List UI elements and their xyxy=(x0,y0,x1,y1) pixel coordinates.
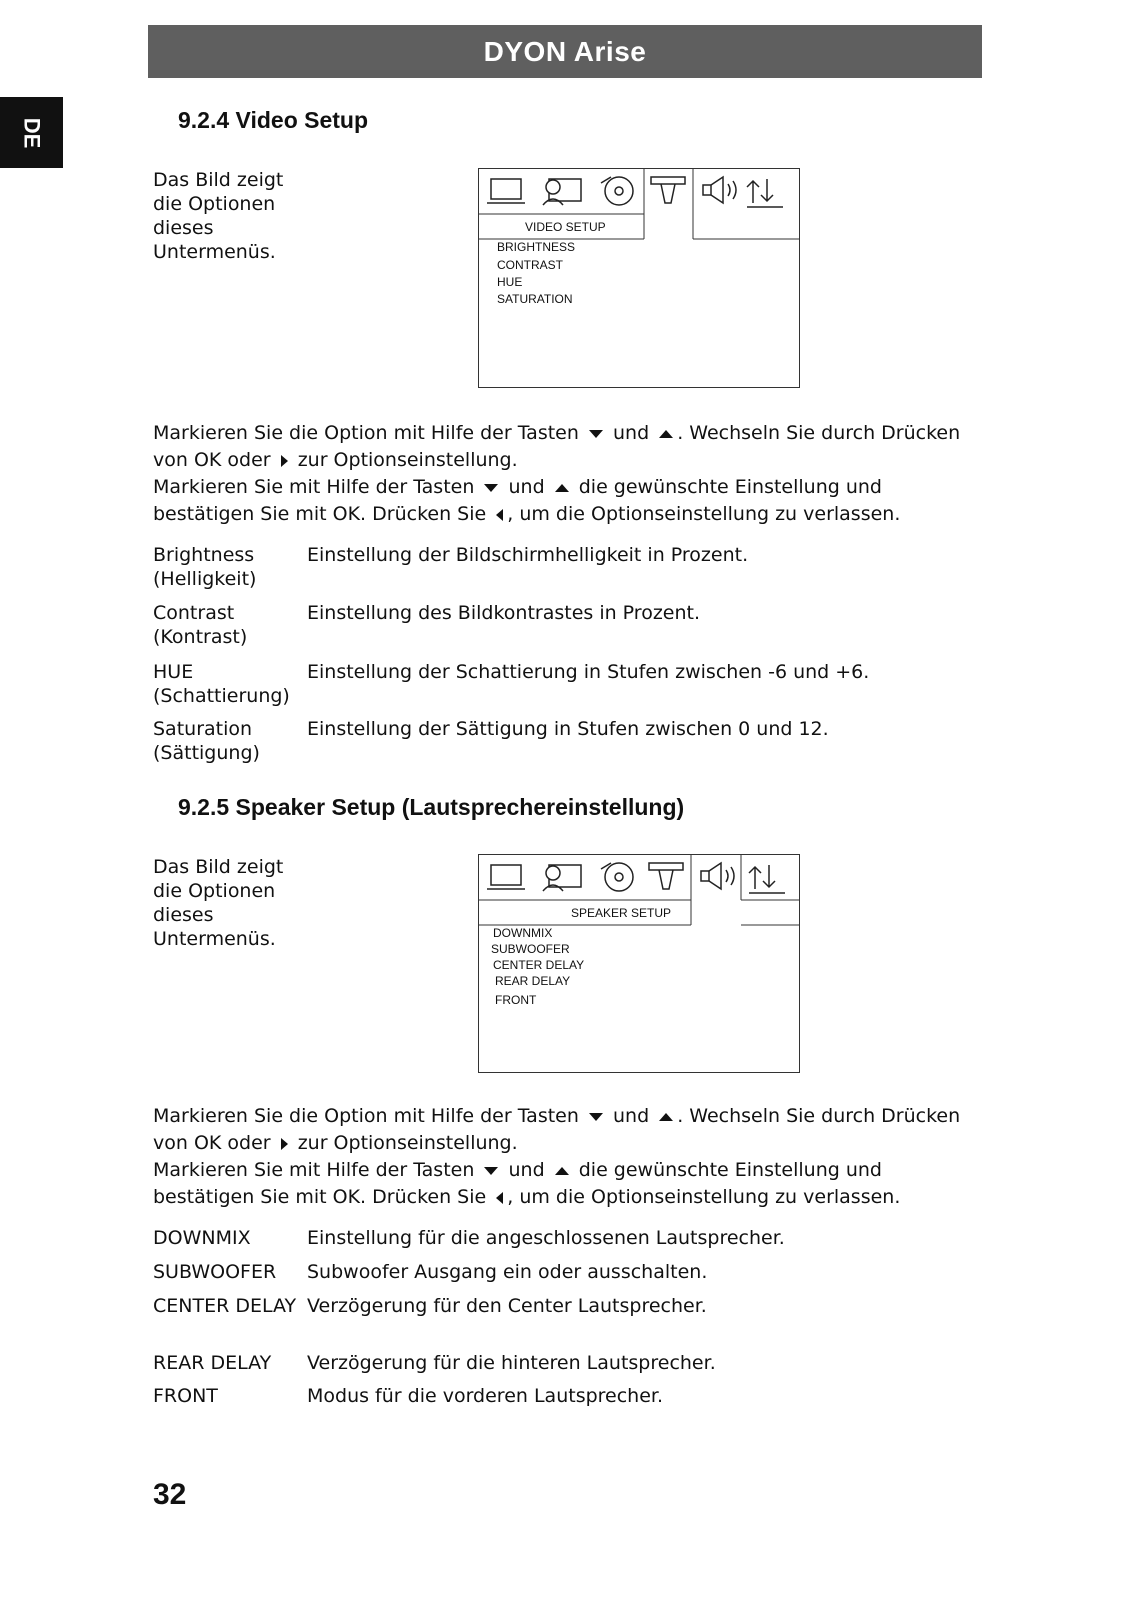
instruction-text: die gewünschte Einstellung und xyxy=(578,1159,882,1181)
instruction-text: bestätigen Sie mit OK. Drücken Sie xyxy=(153,1186,487,1208)
definition-desc: Einstellung der Bildschirmhelligkeit in Prozent. xyxy=(307,544,749,566)
page-number: 32 xyxy=(153,1478,187,1511)
arrow-up-icon xyxy=(555,1167,569,1175)
definition-term: SUBWOOFER xyxy=(153,1261,277,1283)
instruction-text: Markieren Sie mit Hilfe der Tasten xyxy=(153,1159,475,1181)
arrow-left-icon xyxy=(496,1192,503,1204)
exit-arrows-icon xyxy=(747,179,783,207)
definition-desc: Modus für die vorderen Lautsprecher. xyxy=(307,1385,664,1407)
instruction-text: und xyxy=(508,1159,545,1181)
definition-row xyxy=(153,1226,983,1252)
definition-desc: Verzögerung für die hinteren Lautsprecher. xyxy=(307,1352,716,1374)
instruction-text: von OK oder xyxy=(153,1132,271,1154)
menu-item: SATURATION xyxy=(497,292,573,306)
menu-item: HUE xyxy=(497,275,523,289)
definition-term: Brightness (Helligkeit) xyxy=(153,544,257,590)
definition-term: REAR DELAY xyxy=(153,1352,272,1374)
speaker-setup-menu-figure xyxy=(479,855,799,1072)
definition-row xyxy=(153,660,983,708)
speaker-instructions xyxy=(153,1103,983,1211)
instruction-text: und xyxy=(613,422,650,444)
arrow-down-icon xyxy=(589,430,603,438)
menu-title: SPEAKER SETUP xyxy=(571,906,672,920)
language-tab xyxy=(0,97,63,168)
language-label: DE xyxy=(19,117,45,148)
instruction-text: Markieren Sie die Option mit Hilfe der Tasten xyxy=(153,422,579,444)
instruction-text: . Wechseln Sie durch Drücken xyxy=(677,422,961,444)
instruction-text: . Wechseln Sie durch Drücken xyxy=(677,1105,961,1127)
definition-term: Contrast (Kontrast) xyxy=(153,602,248,648)
arrow-left-icon xyxy=(496,509,503,521)
menu-item: REAR DELAY xyxy=(495,974,571,988)
arrow-up-icon xyxy=(555,484,569,492)
definition-desc: Einstellung für die angeschlossenen Lautsprecher. xyxy=(307,1227,785,1249)
arrow-up-icon xyxy=(659,1113,673,1121)
definition-term: FRONT xyxy=(153,1385,218,1407)
instruction-text: zur Optionseinstellung. xyxy=(297,1132,518,1154)
caption-line: dieses xyxy=(153,217,214,239)
instruction-text: Markieren Sie mit Hilfe der Tasten xyxy=(153,476,475,498)
definition-row xyxy=(153,1384,983,1410)
disc-icon xyxy=(601,863,633,891)
instruction-text: und xyxy=(508,476,545,498)
instruction-text: und xyxy=(613,1105,650,1127)
definition-term: CENTER DELAY xyxy=(153,1295,297,1317)
arrow-right-icon xyxy=(281,455,288,467)
speaker-setup-caption xyxy=(153,855,303,951)
arrow-up-icon xyxy=(659,430,673,438)
person-screen-icon xyxy=(543,865,581,891)
definition-term: HUE (Schattierung) xyxy=(153,661,290,707)
instruction-text: , um die Optionseinstellung zu verlassen. xyxy=(507,1186,901,1208)
arrow-down-icon xyxy=(589,1113,603,1121)
monitor-icon xyxy=(487,179,525,203)
arrow-right-icon xyxy=(281,1138,288,1150)
instruction-text: die gewünschte Einstellung und xyxy=(578,476,882,498)
speaker-icon xyxy=(701,863,734,889)
definition-desc: Verzögerung für den Center Lautsprecher. xyxy=(307,1295,707,1317)
definition-desc: Einstellung des Bildkontrastes in Prozent. xyxy=(307,602,701,624)
video-instructions xyxy=(153,420,983,528)
menu-item: SUBWOOFER xyxy=(491,942,570,956)
arrow-down-icon xyxy=(484,1167,498,1175)
header-title: DYON Arise xyxy=(483,35,647,67)
definition-row xyxy=(153,717,983,765)
instruction-text: von OK oder xyxy=(153,449,271,471)
definition-term: DOWNMIX xyxy=(153,1227,251,1249)
instruction-text: , um die Optionseinstellung zu verlassen. xyxy=(507,503,901,525)
menu-item: FRONT xyxy=(495,993,537,1007)
menu-title: VIDEO SETUP xyxy=(525,220,606,234)
caption-line: Untermenüs. xyxy=(153,928,276,950)
monitor-icon xyxy=(487,865,525,889)
video-setup-screenshot xyxy=(478,168,800,388)
arrow-down-icon xyxy=(484,484,498,492)
disc-icon xyxy=(601,177,633,205)
menu-item: BRIGHTNESS xyxy=(497,240,576,254)
definition-desc: Subwoofer Ausgang ein oder ausschalten. xyxy=(307,1261,708,1283)
menu-item: DOWNMIX xyxy=(493,926,553,940)
definition-desc: Einstellung der Sättigung in Stufen zwischen 0 und 12. xyxy=(307,718,829,740)
definition-row xyxy=(153,1294,983,1342)
video-setup-heading: 9.2.4 Video Setup xyxy=(178,107,369,133)
video-brush-icon xyxy=(649,863,683,889)
document-header xyxy=(148,25,982,78)
caption-line: dieses xyxy=(153,904,214,926)
speaker-setup-screenshot xyxy=(478,854,800,1073)
instruction-text: bestätigen Sie mit OK. Drücken Sie xyxy=(153,503,487,525)
video-setup-menu-figure xyxy=(479,169,799,387)
definition-desc: Einstellung der Schattierung in Stufen zwischen -6 und +6. xyxy=(307,661,870,683)
menu-item: CONTRAST xyxy=(497,258,563,272)
speaker-setup-heading: 9.2.5 Speaker Setup (Lautsprechereinstellung) xyxy=(178,794,685,820)
instruction-text: Markieren Sie die Option mit Hilfe der Tasten xyxy=(153,1105,579,1127)
caption-line: die Optionen xyxy=(153,193,276,215)
caption-line: Untermenüs. xyxy=(153,241,276,263)
definition-row xyxy=(153,601,983,649)
person-screen-icon xyxy=(543,179,581,205)
definition-row xyxy=(153,1351,983,1377)
definition-row xyxy=(153,543,983,591)
menu-item: CENTER DELAY xyxy=(493,958,585,972)
caption-line: Das Bild zeigt xyxy=(153,856,284,878)
caption-line: Das Bild zeigt xyxy=(153,169,284,191)
video-brush-icon xyxy=(651,177,685,203)
instruction-text: zur Optionseinstellung. xyxy=(297,449,518,471)
video-setup-caption xyxy=(153,168,303,264)
speaker-icon xyxy=(703,177,736,203)
caption-line: die Optionen xyxy=(153,880,276,902)
exit-arrows-icon xyxy=(749,865,785,893)
definition-row xyxy=(153,1260,983,1286)
definition-term: Saturation (Sättigung) xyxy=(153,718,260,764)
